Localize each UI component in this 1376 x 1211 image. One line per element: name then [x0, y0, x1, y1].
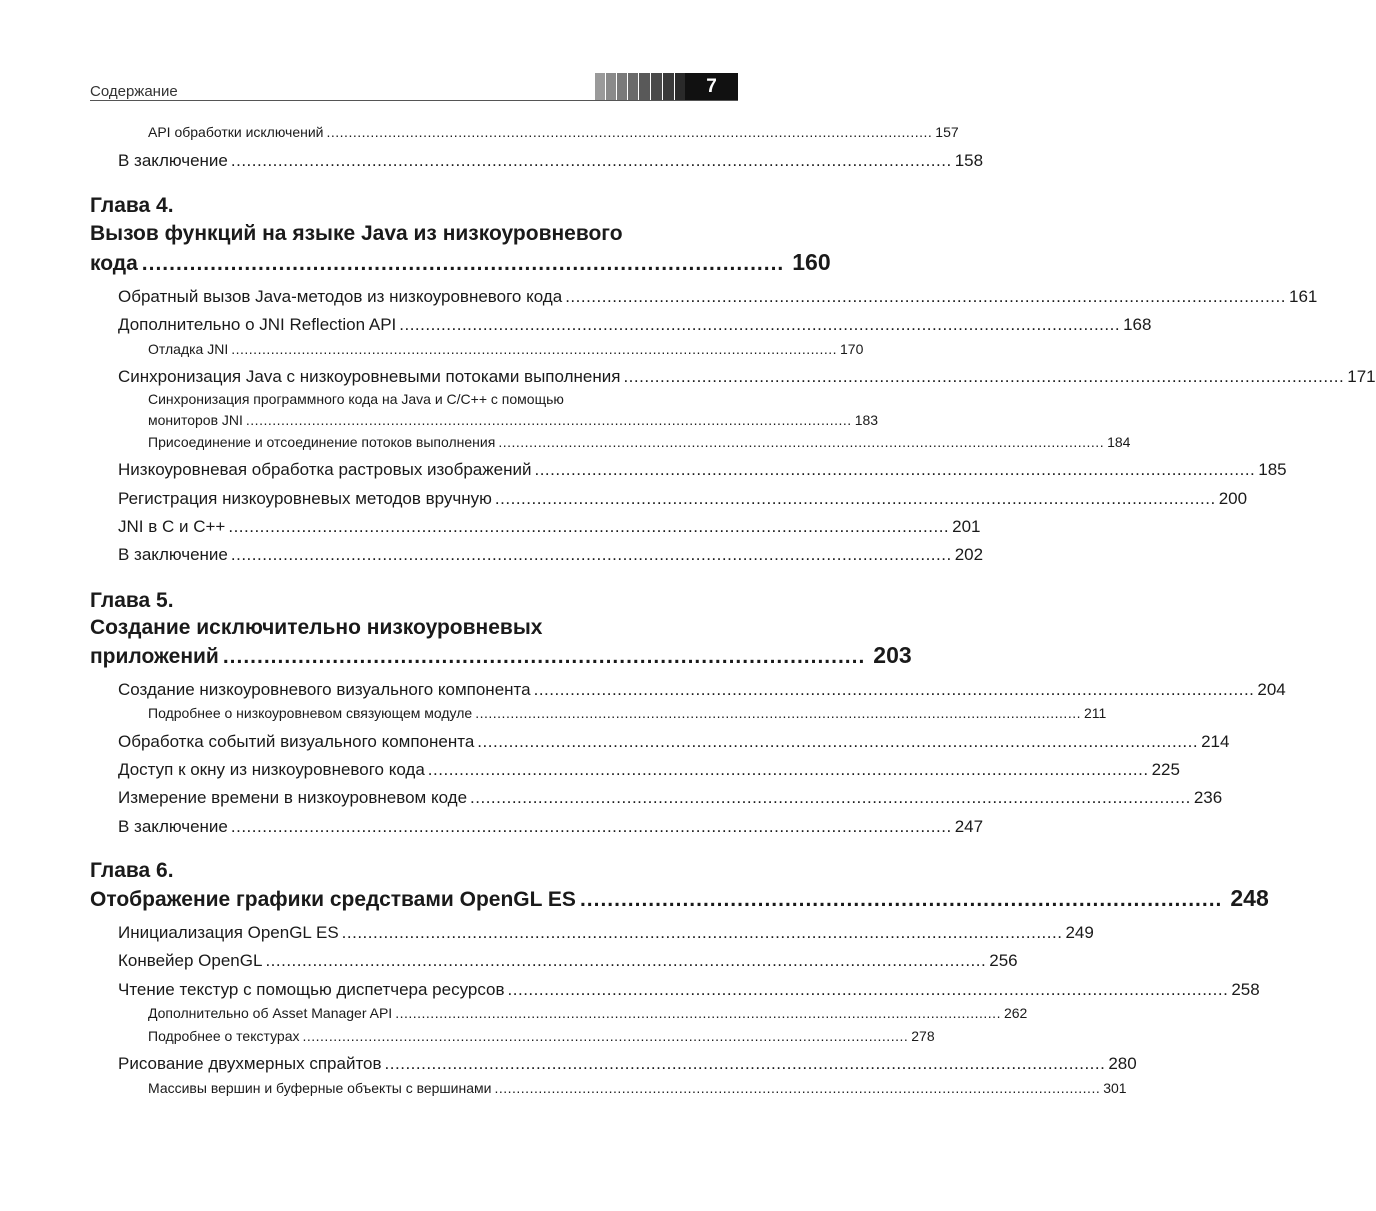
toc-entry-page: 200 [1218, 489, 1248, 508]
toc-entry-title: Рисование двухмерных спрайтов [118, 1054, 382, 1073]
chapter-heading-line[interactable] [90, 885, 1269, 912]
bar-segment [606, 73, 616, 100]
toc-entry-page: 157 [935, 124, 959, 140]
toc-entry[interactable] [118, 367, 1376, 387]
toc-entry[interactable] [118, 788, 1223, 808]
toc-subentry[interactable] [148, 1005, 1028, 1021]
toc-entry-page: 256 [989, 951, 1018, 970]
toc-subentry[interactable] [148, 341, 864, 357]
toc-entry-title: Измерение времени в низкоуровневом коде [118, 788, 468, 807]
toc-leader: .......................................................................................................................................... [534, 460, 1256, 479]
toc-entry-page: 184 [1107, 434, 1131, 450]
toc-leader: .......................................................................................................................................... [245, 412, 852, 428]
toc-entry-page: 280 [1108, 1054, 1137, 1073]
toc-entry-title: Создание низкоуровневого визуального компонента [118, 680, 531, 699]
chapter-heading-line[interactable] [90, 249, 831, 276]
chapter-label: Глава 6. [90, 859, 174, 882]
toc-entry-page: 211 [1084, 705, 1107, 721]
running-header-title: Содержание [90, 83, 178, 100]
toc-leader: .......................................................................................................................................... [494, 489, 1216, 508]
chapter-page: 248 [1230, 885, 1269, 911]
toc-entry[interactable] [118, 923, 1094, 943]
toc-leader: .......................................................................................................................................... [477, 732, 1199, 751]
toc-entry-title: Отладка JNI [148, 341, 229, 357]
toc-subentry[interactable] [148, 1080, 1127, 1096]
toc-entry-page: 161 [1288, 287, 1318, 306]
chapter-title: Создание исключительно низкоуровневых [90, 616, 543, 639]
toc-entry-title: В заключение [118, 545, 228, 564]
toc-entry-page: 262 [1003, 1005, 1028, 1021]
toc-entry-title: Инициализация OpenGL ES [118, 923, 339, 942]
toc-leader: .......................................................................................................................................... [302, 1028, 909, 1044]
chapter-label: Глава 5. [90, 589, 174, 612]
toc-entry[interactable] [118, 760, 1180, 780]
toc-leader: .............................................................................................. [141, 252, 785, 275]
chapter-title: Отображение графики средствами OpenGL ES [90, 888, 576, 911]
header-rule [90, 100, 738, 101]
toc-subentry[interactable] [148, 705, 1107, 721]
toc-entry[interactable] [118, 151, 984, 171]
toc-entry-page: 249 [1065, 923, 1094, 942]
toc-subentry[interactable] [148, 434, 1131, 450]
toc-entry-page: 158 [954, 151, 984, 170]
toc-entry-page: 168 [1123, 315, 1152, 334]
toc-entry-page: 214 [1201, 732, 1230, 751]
toc-entry[interactable] [118, 1054, 1137, 1074]
toc-entry-title: В заключение [118, 151, 228, 170]
chapter-page: 203 [873, 642, 912, 668]
toc-leader: .......................................................................................................................................... [341, 923, 1063, 942]
chapter-title: приложений [90, 645, 219, 668]
toc-entry-page: 204 [1257, 680, 1286, 699]
toc-entry-page: 170 [840, 341, 864, 357]
toc-subentry-title-line1[interactable]: Синхронизация программного кода на Java и C/C++ с помощью [148, 391, 564, 407]
bar-segment [651, 73, 662, 100]
toc-leader: .............................................................................................. [579, 888, 1223, 911]
toc-leader: .......................................................................................................................................... [623, 367, 1345, 386]
toc-entry[interactable] [118, 287, 1318, 307]
chapter-title: кода [90, 252, 138, 275]
toc-leader: .......................................................................................................................................... [399, 315, 1121, 334]
bar-segment [628, 73, 638, 100]
toc-entry-title: мониторов JNI [148, 412, 243, 428]
toc-leader: .......................................................................................................................................... [384, 1054, 1106, 1073]
toc-leader: .......................................................................................................................................... [498, 434, 1105, 450]
toc-entry[interactable] [118, 517, 981, 537]
toc-leader: .......................................................................................................................................... [230, 151, 952, 170]
toc-entry-title: Чтение текстур с помощью диспетчера ресурсов [118, 980, 505, 999]
bar-segment [617, 73, 627, 100]
toc-leader: .......................................................................................................................................... [326, 124, 933, 140]
toc-entry-title: Конвейер OpenGL [118, 951, 263, 970]
toc-entry-title: Регистрация низкоуровневых методов вручную [118, 489, 492, 508]
toc-leader: .......................................................................................................................................... [228, 517, 950, 536]
chapter-heading-line[interactable] [90, 642, 912, 669]
toc-leader: .......................................................................................................................................... [565, 287, 1286, 306]
toc-entry-page: 301 [1103, 1080, 1127, 1096]
toc-entry-page: 171 [1347, 367, 1376, 386]
toc-leader: .......................................................................................................................................... [427, 760, 1149, 779]
toc-leader: .......................................................................................................................................... [395, 1005, 1001, 1021]
toc-entry-page: 202 [954, 545, 984, 564]
bar-segment [639, 73, 650, 100]
toc-leader: .......................................................................................................................................... [533, 680, 1255, 699]
toc-leader: .......................................................................................................................................... [494, 1080, 1101, 1096]
toc-entry-page: 278 [911, 1028, 935, 1044]
toc-entry-title: API обработки исключений [148, 124, 324, 140]
toc-entry[interactable] [148, 124, 959, 140]
bar-segment [595, 73, 605, 100]
toc-entry-title: Обратный вызов Java-методов из низкоуровневого кода [118, 287, 563, 306]
toc-entry-title: Дополнительно об Asset Manager API [148, 1005, 393, 1021]
toc-entry[interactable] [118, 732, 1230, 752]
toc-entry[interactable] [118, 980, 1260, 1000]
toc-entry[interactable] [118, 460, 1287, 480]
toc-subentry[interactable] [148, 1028, 935, 1044]
toc-leader: .......................................................................................................................................... [230, 545, 952, 564]
toc-entry-page: 201 [952, 517, 981, 536]
toc-entry[interactable] [118, 951, 1018, 971]
toc-leader: .......................................................................................................................................... [265, 951, 987, 970]
toc-entry-title: Подробнее о текстурах [148, 1028, 300, 1044]
toc-leader: .......................................................................................................................................... [231, 341, 838, 357]
toc-entry-title: Присоединение и отсоединение потоков выполнения [148, 434, 496, 450]
toc-entry[interactable] [118, 545, 984, 565]
chapter-label: Глава 4. [90, 194, 174, 217]
toc-entry[interactable] [118, 680, 1286, 700]
toc-subentry[interactable] [148, 412, 879, 428]
toc-entry-page: 258 [1231, 980, 1260, 999]
toc-entry-page: 183 [854, 412, 879, 428]
page-number: 7 [685, 73, 738, 100]
toc-leader: .......................................................................................................................................... [475, 705, 1081, 721]
toc-entry[interactable] [118, 315, 1152, 335]
toc-entry-title: Доступ к окну из низкоуровневого кода [118, 760, 425, 779]
chapter-page: 160 [792, 249, 831, 275]
toc-entry[interactable] [118, 817, 984, 837]
toc-entry-page: 225 [1151, 760, 1180, 779]
toc-entry-title: Синхронизация Java с низкоуровневыми потоками выполнения [118, 367, 621, 386]
toc-entry-title: В заключение [118, 817, 228, 836]
toc-entry-page: 247 [954, 817, 984, 836]
toc-entry-title: Дополнительно о JNI Reflection API [118, 315, 397, 334]
toc-entry-title: Подробнее о низкоуровневом связующем модуле [148, 705, 473, 721]
toc-leader: .......................................................................................................................................... [507, 980, 1229, 999]
toc-entry-title: Массивы вершин и буферные объекты с вершинами [148, 1080, 492, 1096]
toc-leader: .............................................................................................. [222, 645, 866, 668]
toc-entry[interactable] [118, 489, 1248, 509]
bar-segment [663, 73, 674, 100]
toc-entry-page: 185 [1258, 460, 1287, 479]
toc-entry-title: JNI в C и C++ [118, 517, 226, 536]
toc-leader: .......................................................................................................................................... [470, 788, 1191, 807]
toc-entry-page: 236 [1193, 788, 1223, 807]
page-number-bar [595, 73, 687, 100]
chapter-title: Вызов функций на языке Java из низкоуровневого [90, 222, 623, 245]
toc-leader: .......................................................................................................................................... [230, 817, 952, 836]
toc-entry-title: Низкоуровневая обработка растровых изображений [118, 460, 532, 479]
toc-entry-title: Обработка событий визуального компонента [118, 732, 475, 751]
